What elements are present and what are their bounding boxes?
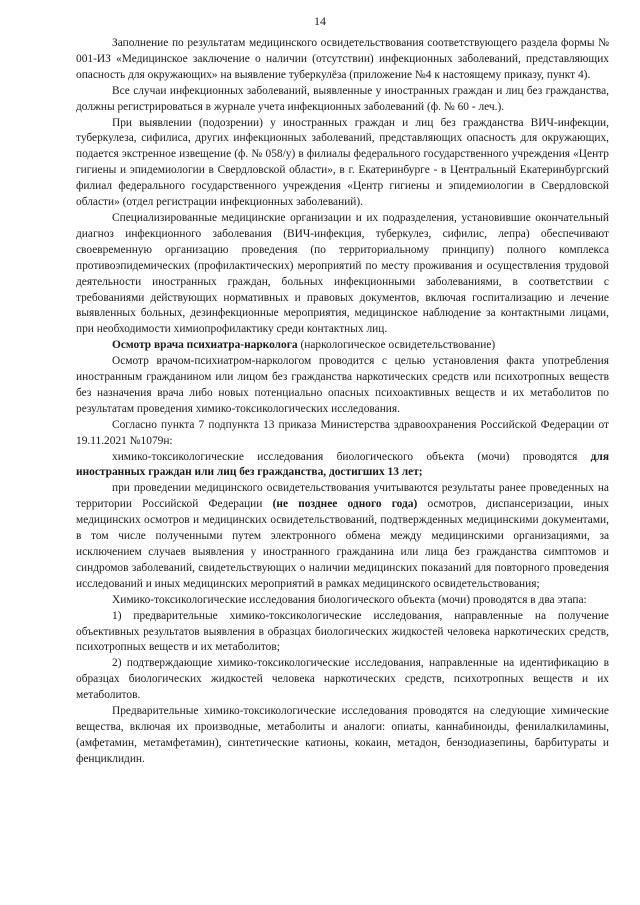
paragraph-psychiatrist-exam: Осмотр врачом-психиатром-наркологом проводится с целью установления факта употребления иностранным гражданином или лицом без гражданства наркотических средств или психотропных веществ без назначения врача либо новых потенциально опасных психоактивных веществ и их метаболитов по результатам проведения химико-токсикологических исследования. [76,355,609,415]
section-heading-rest: (наркологическое освидетельствование) [297,339,496,352]
paragraph-specialized-orgs: Специализированные медицинские организации и их подразделения, установившие окончательный диагноз инфекционного заболевания (ВИЧ-инфекция, туберкулез, сифилис, лепра) обеспечивают своевременную организацию проведения (по территориальному принципу) полного комплекса противоэпидемических (профилактических) мероприятий по месту проживания и осуществления трудовой деятельности иностранных граждан, больных инфекционными заболеваниями, в соответствии с требованиями действующих нормативных и правовых документов, включая госпитализацию и лечение выявленных больных, дезинфекционные мероприятия, медицинское наблюдение за контактными лицами, при необходимости химиопрофилактику среди контактных лиц. [76,211,609,336]
previous-results-bold: (не позднее одного года) [272,498,418,511]
chemical-tests-age-text: химико-токсикологические исследования биологического объекта (мочи) проводятся [112,450,591,463]
section-heading-bold: Осмотр врача психиатра-нарколога [112,339,298,352]
paragraph-registration: Все случаи инфекционных заболеваний, выявленные у иностранных граждан и лиц без гражданства, должны регистрироваться в журнале учета инфекционных заболеваний (ф. № 60 - леч.). [76,84,609,113]
section-heading [76,338,609,354]
paragraph-two-stages: Химико-токсикологические исследования биологического объекта (мочи) проводятся в два этапа: [112,593,587,606]
previous-results-text-a: при проведении медицинского освидетельствования учитываются результаты ранее проведенных на территории Российской Федерации [76,482,609,511]
list-item-preliminary: 1) предварительные химико-токсикологические исследования, направленные на получение объективных результатов выявления в образцах биологических жидкостей человека наркотических средств, психотропных веществ и их метаболитов; [76,609,609,654]
paragraph-order-reference: Согласно пункта 7 подпункта 13 приказа Министерства здравоохранения Российской Федерации от 19.11.2021 №1079н: [76,418,609,447]
previous-results-text-b: осмотров, диспансеризации, иных медицинских осмотров и медицинских освидетельствований, подтвержденных медицинскими документами, в том числе полученными путем электронного обмена между медицинскими организациями, за исключением случаев выявления у иностранного гражданина или лица без гражданства симптомов и синдромов заболеваний, свидетельствующих о наличии медицинских показаний для повторного проведения исследований и иных медицинских мероприятий в рамках медицинского освидетельствования; [76,498,609,590]
document-body [76,36,609,768]
page-number: 14 [314,14,326,28]
paragraph-previous-results [76,481,609,592]
paragraph-form-001: Заполнение по результатам медицинского освидетельствования соответствующего раздела формы № 001-ИЗ «Медицинское заключение о наличии (отсутствии) инфекционных заболеваний, представляющих опасность для окружающих» на выявление туберкулёза (приложение №4 к настоящему приказу, пункт 4). [76,37,609,81]
paragraph-emergency-notice: При выявлении (подозрении) у иностранных граждан и лиц без гражданства ВИЧ-инфекции, туберкулеза, сифилиса, других инфекционных заболеваний, представляющих опасность для окружающих, подается экстренное извещение (ф. № 058/у) в филиалы федерального государственного учреждения «Центр гигиены и эпидемиологии в Свердловской области», в г. Екатеринбурге - в Центральный Екатеринбургский филиал федерального государственного учреждения «Центр гигиены и эпидемиологии в Свердловской области» (отдел регистрации инфекционных заболеваний). [76,116,609,209]
paragraph-substances: Предварительные химико-токсикологические исследования проводятся на следующие химические вещества, включая их производные, метаболиты и аналоги: опиаты, каннабиноиды, фенилалкиламины, (амфетамин, метамфетамин), синтетические катионы, кокаин, метадон, бензодиазепины, барбитураты и фенциклидин. [76,705,609,765]
chemical-tests-age-bold: для иностранных граждан или лиц без гражданства, достигших 13 лет; [76,450,609,479]
paragraph-chemical-tests-age [76,450,609,482]
list-item-confirmatory: 2) подтверждающие химико-токсикологические исследования, направленные на идентификацию в образцах биологических жидкостей человека наркотических средств, психотропных веществ и их метаболитов. [76,657,609,702]
